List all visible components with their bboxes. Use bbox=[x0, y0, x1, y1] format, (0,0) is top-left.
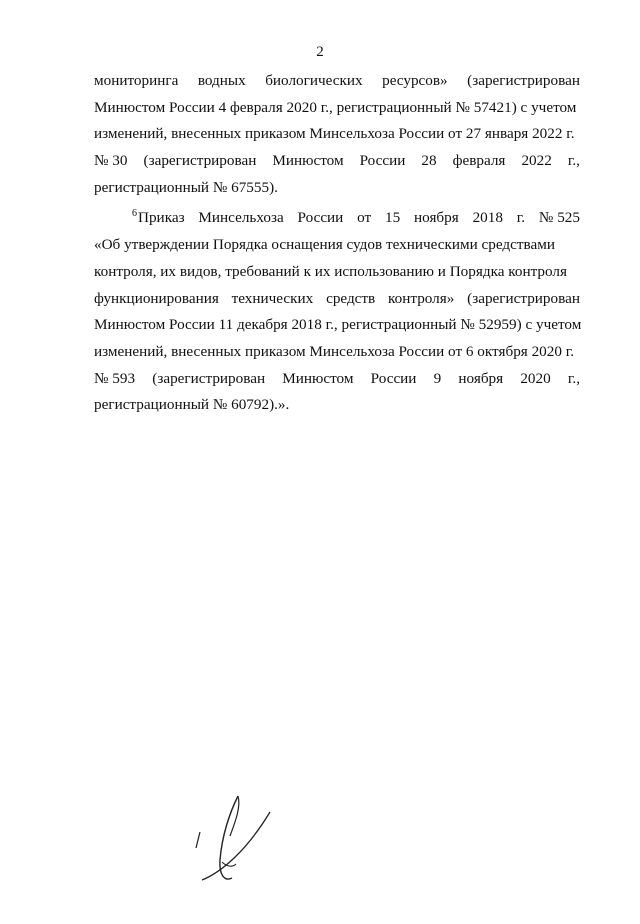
word: 2018 bbox=[472, 209, 503, 227]
word: функционирования bbox=[94, 289, 219, 307]
word: Минсельхоза bbox=[198, 209, 284, 227]
text-line bbox=[94, 312, 580, 339]
word: (зарегистрирован bbox=[467, 289, 580, 307]
word: средств bbox=[326, 289, 376, 307]
word: ноября bbox=[414, 209, 459, 227]
text-line bbox=[94, 392, 580, 419]
word: 15 bbox=[385, 209, 401, 227]
word: от bbox=[357, 209, 372, 227]
word-group bbox=[132, 205, 185, 232]
word: Минюстом bbox=[282, 369, 354, 387]
word: технических bbox=[231, 289, 314, 307]
footnote-mark: 6 bbox=[132, 208, 137, 220]
word: России bbox=[359, 152, 406, 170]
text-line bbox=[94, 232, 580, 259]
word: Минюстом России 4 февраля 2020 г., регистрационный № 57421) с учетом bbox=[94, 98, 577, 116]
document-body bbox=[94, 68, 580, 419]
word: биологических bbox=[265, 72, 363, 89]
word: России bbox=[370, 369, 417, 387]
text-line bbox=[94, 175, 580, 202]
word: контроля» bbox=[388, 289, 455, 307]
text-line bbox=[94, 259, 580, 286]
text-line bbox=[94, 95, 580, 122]
word: (зарегистрирован bbox=[152, 369, 266, 387]
word: мониторинга bbox=[94, 72, 179, 89]
word: Минюстом России 11 декабря 2018 г., регистрационный № 52959) с учетом bbox=[94, 316, 582, 334]
text-line bbox=[94, 286, 580, 313]
word: 9 bbox=[433, 369, 442, 387]
word: изменений, внесенных приказом Минсельхоза России от 27 января 2022 г. bbox=[94, 125, 575, 143]
word: ноября bbox=[458, 369, 504, 387]
word: г. bbox=[516, 209, 526, 227]
word: февраля bbox=[452, 152, 506, 170]
word: Минюстом bbox=[272, 152, 344, 170]
signature bbox=[192, 790, 282, 890]
word: 2022 bbox=[521, 152, 552, 170]
text-line bbox=[94, 121, 580, 148]
word: изменений, внесенных приказом Минсельхоза России от 6 октября 2020 г. bbox=[94, 342, 575, 360]
page-number: 2 bbox=[316, 44, 324, 60]
word: (зарегистрирован bbox=[467, 72, 580, 89]
paragraph-2 bbox=[94, 205, 580, 419]
word: № 593 bbox=[94, 369, 136, 387]
text-line bbox=[94, 148, 580, 175]
word: 2020 bbox=[520, 369, 551, 387]
word: контроля, их видов, требований к их использованию и Порядка контроля bbox=[94, 262, 567, 280]
word: № 525 bbox=[538, 209, 580, 227]
text-line bbox=[94, 205, 580, 232]
word: регистрационный № 67555). bbox=[94, 178, 278, 196]
word: № 30 bbox=[94, 152, 128, 170]
word: России bbox=[297, 209, 344, 227]
word: водных bbox=[197, 72, 246, 89]
word: ресурсов» bbox=[382, 72, 448, 89]
text-line bbox=[94, 366, 580, 393]
text-line bbox=[94, 339, 580, 366]
word: (зарегистрирован bbox=[143, 152, 257, 170]
word: г., bbox=[567, 152, 580, 170]
text-line bbox=[94, 68, 580, 95]
word: регистрационный № 60792).». bbox=[94, 396, 290, 414]
paragraph-1 bbox=[94, 68, 580, 201]
word: 28 bbox=[421, 152, 437, 170]
word: Приказ bbox=[138, 209, 185, 227]
word: г., bbox=[567, 369, 580, 387]
word: «Об утверждении Порядка оснащения судов техническими средствами bbox=[94, 236, 555, 254]
